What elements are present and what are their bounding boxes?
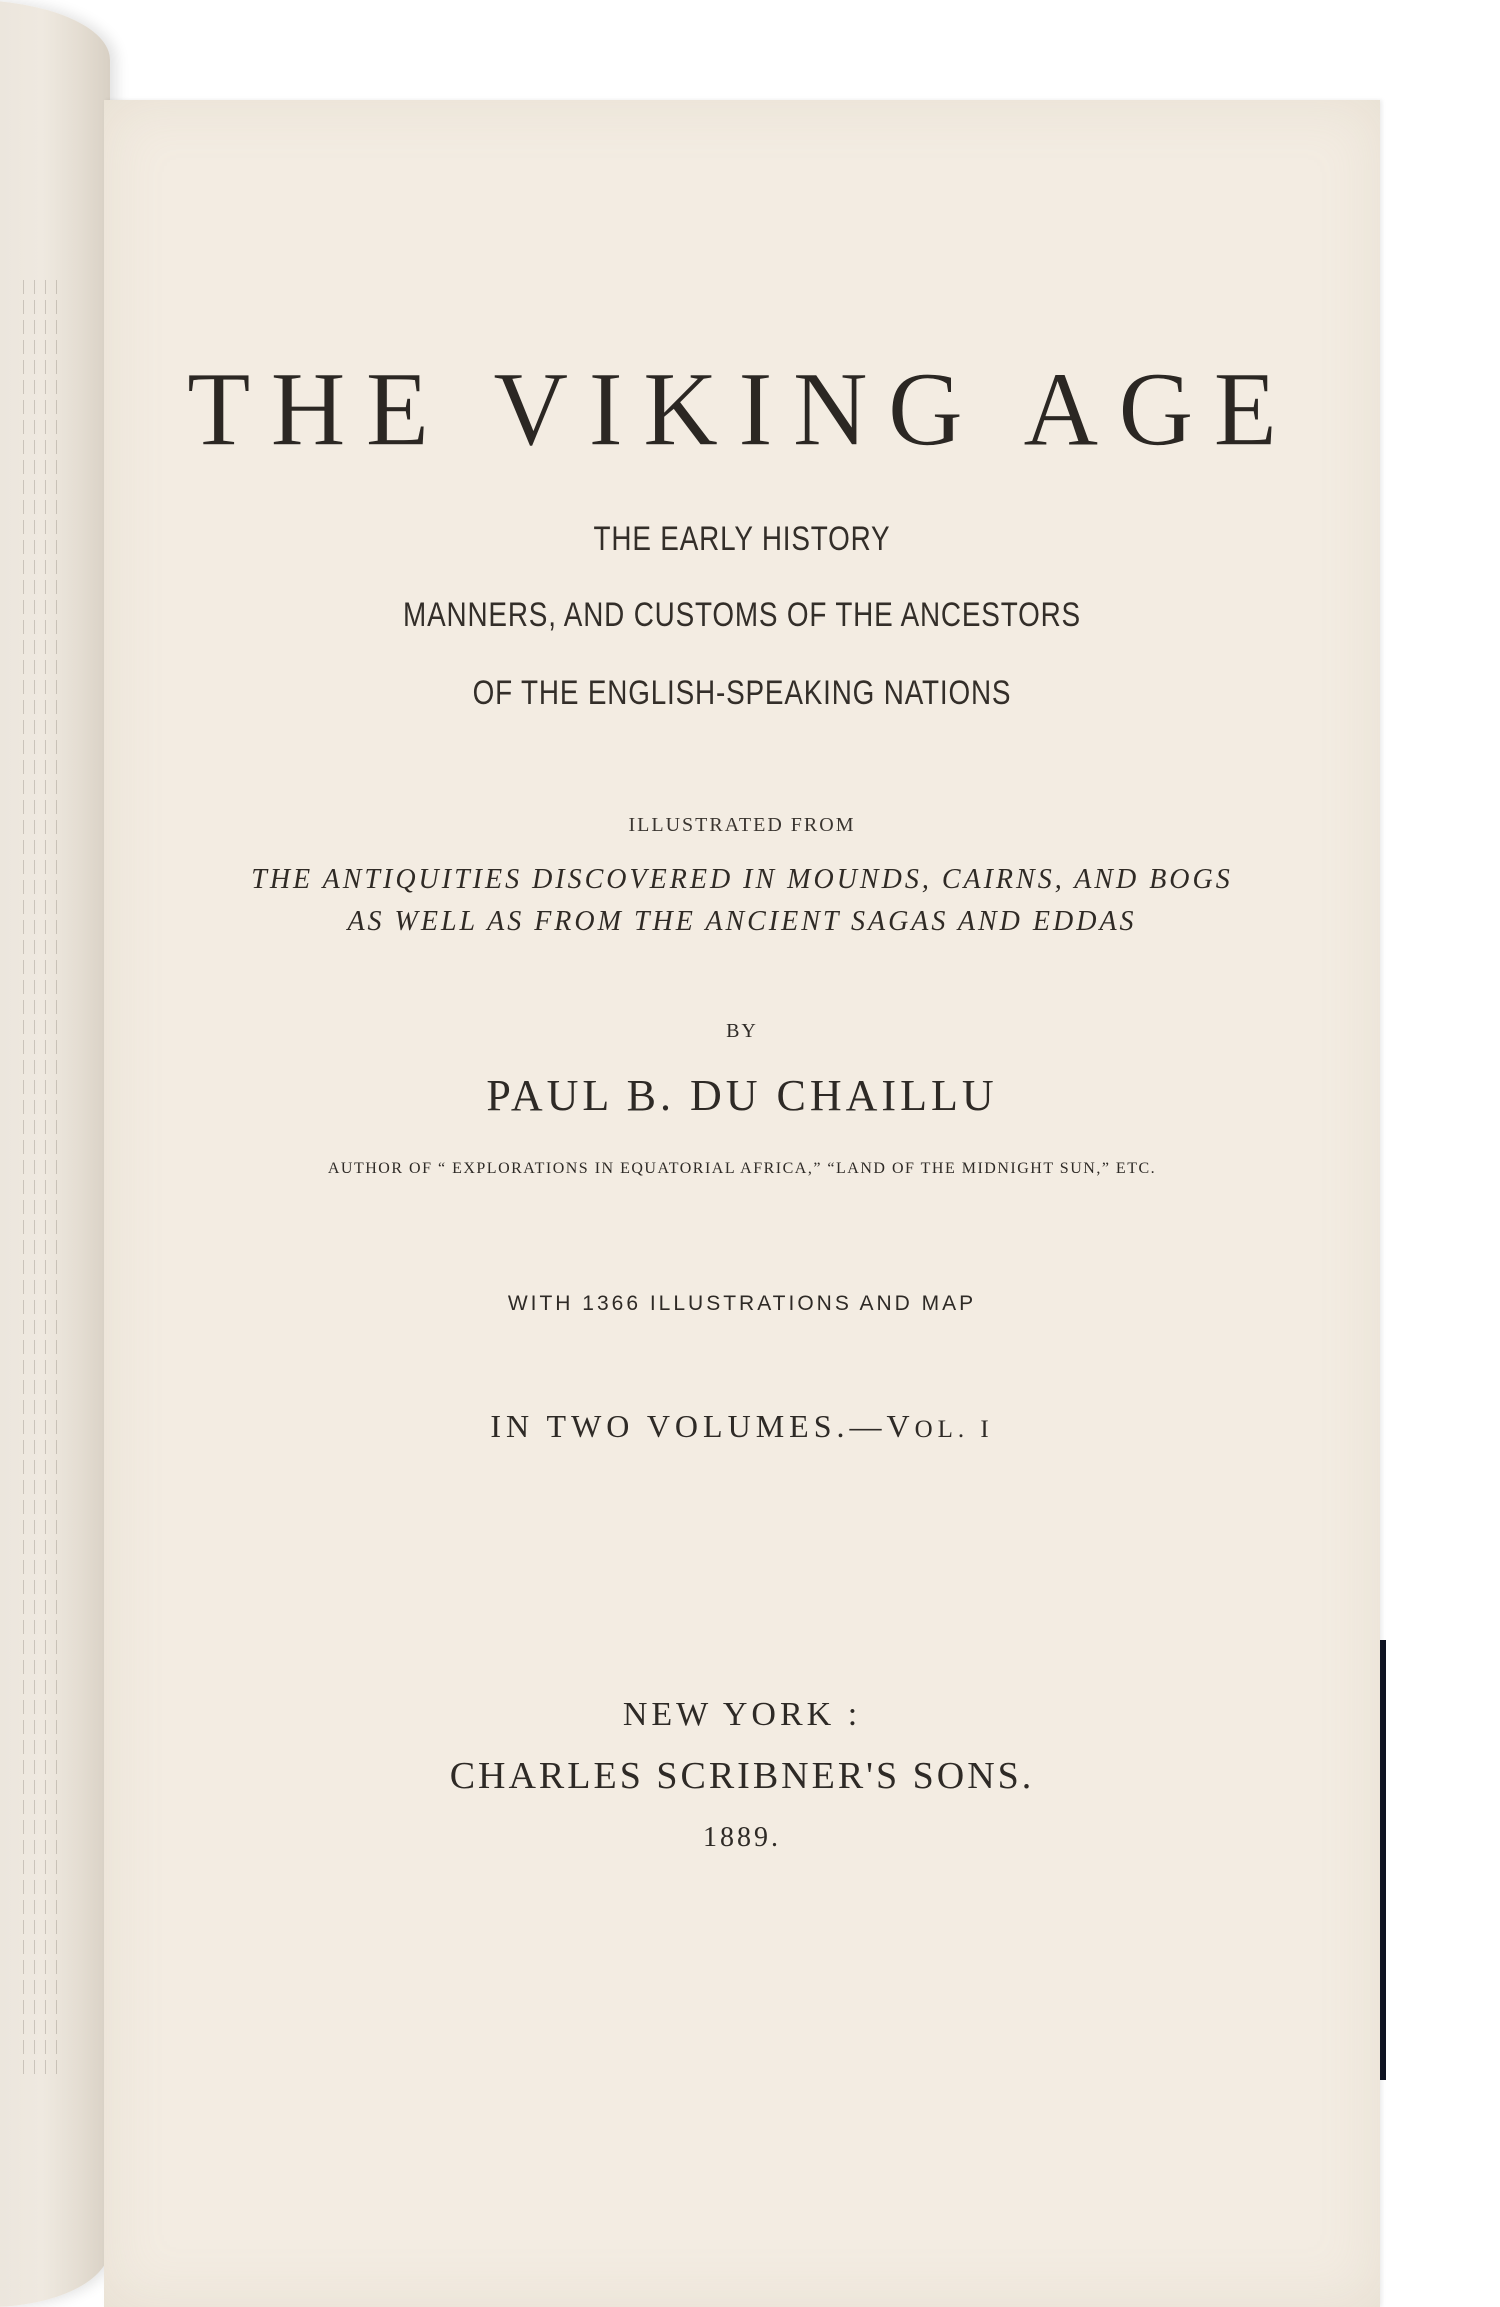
facing-page: [0, 0, 110, 2307]
subtitle-line-2: MANNERS, AND CUSTOMS OF THE ANCESTORS: [403, 596, 1081, 634]
by-label: BY: [726, 1020, 758, 1042]
sources-line-1: THE ANTIQUITIES DISCOVERED IN MOUNDS, CAIRNS, AND BOGS: [251, 864, 1233, 895]
book-title: THE VIKING AGE: [187, 350, 1297, 469]
title-page: [104, 100, 1380, 2307]
volumes-suffix: OL. I: [914, 1416, 994, 1443]
author-name: PAUL B. DU CHAILLU: [486, 1071, 998, 1120]
publication-year: 1889.: [703, 1822, 781, 1853]
subtitle-line-3: OF THE ENGLISH-SPEAKING NATIONS: [472, 674, 1012, 712]
volumes-prefix: IN TWO VOLUMES.—V: [490, 1408, 915, 1444]
facing-page-text-texture: [18, 280, 58, 2080]
illustrated-from: ILLUSTRATED FROM: [628, 814, 856, 836]
illustrations-note: WITH 1366 ILLUSTRATIONS AND MAP: [507, 1292, 977, 1315]
author-credits: AUTHOR OF “ EXPLORATIONS IN EQUATORIAL AFRICA,” “LAND OF THE MIDNIGHT SUN,” ETC.: [327, 1160, 1157, 1177]
publication-city: NEW YORK :: [622, 1696, 862, 1733]
volumes-note: [104, 1408, 1380, 1445]
subtitle-line-1: THE EARLY HISTORY: [593, 520, 891, 558]
publisher-name: CHARLES SCRIBNER'S SONS.: [449, 1755, 1035, 1797]
sources-line-2: AS WELL AS FROM THE ANCIENT SAGAS AND EDDAS: [347, 906, 1137, 937]
